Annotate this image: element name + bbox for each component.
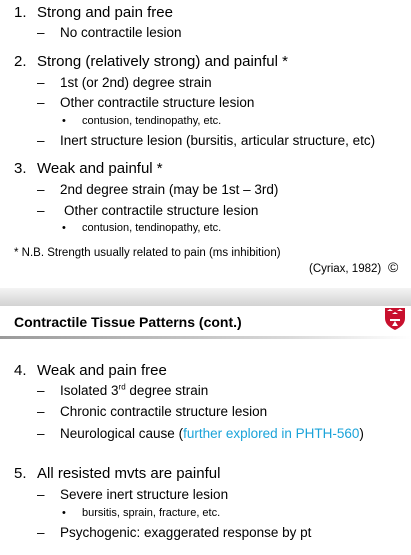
sub-item: No contractile lesion <box>60 25 182 40</box>
item-number: 5. <box>14 465 27 482</box>
course-link[interactable]: further explored in PHTH-560 <box>183 426 360 441</box>
item-heading: Strong and pain free <box>37 4 173 21</box>
sub-item: 2nd degree strain (may be 1st – 3rd) <box>60 182 279 197</box>
dash-bullet: – <box>37 203 45 218</box>
item-number: 4. <box>14 362 27 379</box>
dash-bullet: – <box>37 426 45 441</box>
dash-bullet: – <box>37 25 45 40</box>
sub-item: Psychogenic: exaggerated response by pt <box>60 525 312 540</box>
dash-bullet: – <box>37 525 45 540</box>
sub-item: Chronic contractile structure lesion <box>60 404 268 419</box>
item-number: 3. <box>14 160 27 177</box>
sub-item: Other contractile structure lesion <box>60 95 255 110</box>
sub-item: Isolated 3rd degree strain <box>60 382 209 398</box>
dash-bullet: – <box>37 75 45 90</box>
item-number: 2. <box>14 53 27 70</box>
slide-title: Contractile Tissue Patterns (cont.) <box>14 314 242 330</box>
university-shield-logo <box>384 307 406 331</box>
header-rule <box>0 336 411 339</box>
sub-item: Other contractile structure lesion <box>64 203 259 218</box>
item-number: 1. <box>14 4 27 21</box>
dash-bullet: – <box>37 133 45 148</box>
item-heading: Weak and pain free <box>37 362 167 379</box>
sub-item: Inert structure lesion (bursitis, articular structure, etc) <box>60 133 376 148</box>
dash-bullet: – <box>37 95 45 110</box>
item-heading: All resisted mvts are painful <box>37 465 221 482</box>
item-heading: Weak and painful * <box>37 160 163 177</box>
copyright-symbol: © <box>388 259 399 275</box>
dash-bullet: – <box>37 487 45 502</box>
sub-item: 1st (or 2nd) degree strain <box>60 75 212 90</box>
footnote: * N.B. Strength usually related to pain (ms inhibition) <box>14 247 281 259</box>
dot-bullet: • <box>62 115 66 127</box>
slide-divider <box>0 288 411 306</box>
dot-bullet: • <box>62 507 66 519</box>
sub-sub-item: contusion, tendinopathy, etc. <box>82 222 222 234</box>
sub-item: Neurological cause (further explored in PHTH-560) <box>60 426 364 441</box>
dash-bullet: – <box>37 383 45 398</box>
dash-bullet: – <box>37 182 45 197</box>
dot-bullet: • <box>62 222 66 234</box>
dash-bullet: – <box>37 404 45 419</box>
sub-item: Severe inert structure lesion <box>60 487 229 502</box>
item-heading: Strong (relatively strong) and painful * <box>37 53 288 70</box>
sub-sub-item: contusion, tendinopathy, etc. <box>82 115 222 127</box>
citation: (Cyriax, 1982) <box>309 263 382 275</box>
sub-sub-item: bursitis, sprain, fracture, etc. <box>82 507 221 519</box>
